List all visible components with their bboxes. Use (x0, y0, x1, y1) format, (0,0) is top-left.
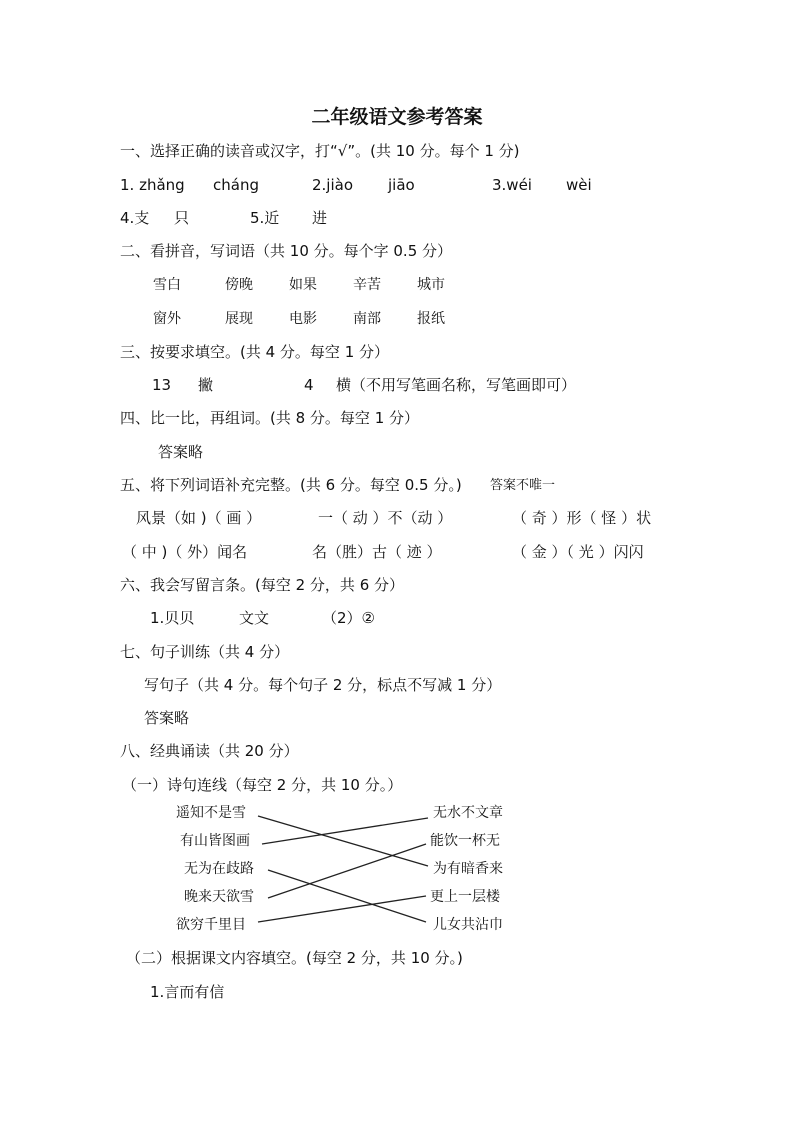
connector-line (258, 896, 426, 922)
poem-right-line: 更上一层楼 (430, 889, 500, 905)
s3-answer-1: 13 (152, 376, 172, 394)
s1-answer-3b: wèi (566, 176, 592, 194)
poem-right-line: 能饮一杯无 (430, 833, 500, 849)
s6-answer-1: 1.贝贝 (150, 609, 195, 627)
section-5-heading: 五、将下列词语补充完整。(共 6 分。每空 0.5 分。) (120, 476, 462, 494)
s2-word: 展现 (225, 311, 253, 327)
section-8-heading: 八、经典诵读（共 20 分） (120, 742, 299, 760)
s5-idiom: （ 奇 ）形（ 怪 ）状 (512, 509, 652, 527)
section-7-heading: 七、句子训练（共 4 分） (120, 643, 290, 661)
s1-answer-5b: 进 (312, 209, 328, 227)
s2-word: 辛苦 (353, 277, 381, 293)
poem-left-line: 欲穷千里目 (176, 917, 246, 933)
s3-answer-3: 4 (304, 376, 314, 394)
s5-idiom: 风景（如 )（ 画 ） (136, 509, 262, 527)
s7-instruction: 写句子（共 4 分。每个句子 2 分，标点不写减 1 分） (144, 676, 502, 694)
s4-answer: 答案略 (158, 443, 204, 461)
s1-answer-4a: 4.支 (120, 209, 150, 227)
poem-right-line: 为有暗香来 (433, 861, 503, 877)
s6-answer-3: （2）② (322, 609, 375, 627)
section-3-heading: 三、按要求填空。(共 4 分。每空 1 分） (120, 343, 390, 361)
s1-answer-4b: 只 (174, 209, 190, 227)
s2-word: 南部 (353, 311, 381, 327)
s1-answer-5a: 5.近 (250, 209, 280, 227)
s8-sub1-heading: （一）诗句连线（每空 2 分，共 10 分。） (122, 776, 403, 794)
poem-right-line: 儿女共沾巾 (433, 917, 503, 933)
poem-left-line: 有山皆图画 (180, 833, 250, 849)
poem-right-line: 无水不文章 (433, 805, 503, 821)
s3-answer-2: 撇 (198, 376, 214, 394)
s1-answer-3a: 3.wéi (492, 176, 532, 194)
section-1-heading: 一、选择正确的读音或汉字，打“√”。(共 10 分。每个 1 分) (120, 142, 520, 160)
s6-answer-2: 文文 (239, 609, 270, 627)
s5-idiom: （ 金 ）（ 光 ）闪闪 (512, 543, 644, 561)
poem-left-line: 晚来天欲雪 (184, 889, 254, 905)
s2-word: 电影 (289, 311, 317, 327)
s1-answer-2b: jiāo (388, 176, 415, 194)
s8-sub2-heading: （二）根据课文内容填空。(每空 2 分，共 10 分。) (126, 949, 463, 967)
s5-idiom: （ 中 )（ 外）闻名 (122, 543, 248, 561)
s2-word: 窗外 (153, 311, 181, 327)
section-6-heading: 六、我会写留言条。(每空 2 分，共 6 分） (120, 576, 405, 594)
s2-word: 报纸 (417, 311, 445, 327)
s1-answer-1b: cháng (213, 176, 259, 194)
connector-line (268, 844, 426, 898)
s2-word: 雪白 (153, 277, 181, 293)
section-4-heading: 四、比一比，再组词。(共 8 分。每空 1 分） (120, 409, 420, 427)
s1-answer-1a: 1. zhǎng (120, 176, 185, 194)
section-2-heading: 二、看拼音，写词语（共 10 分。每个字 0.5 分） (120, 242, 453, 260)
s5-idiom: 名（胜）古（ 迹 ） (312, 543, 442, 561)
s5-idiom: 一（ 动 ）不（动 ） (318, 509, 453, 527)
s8-sub2-answer-1: 1.言而有信 (150, 983, 225, 1001)
connector-line (268, 870, 426, 922)
s2-word: 如果 (289, 277, 317, 293)
s1-answer-2a: 2.jiào (312, 176, 354, 194)
poem-left-line: 遥知不是雪 (176, 805, 246, 821)
connector-line (262, 818, 428, 844)
s2-word: 傍晚 (225, 277, 253, 293)
s3-answer-4: 横（不用写笔画名称，写笔画即可） (336, 376, 577, 394)
page-title: 二年级语文参考答案 (311, 106, 483, 128)
s2-word: 城市 (417, 277, 445, 293)
poem-left-line: 无为在歧路 (184, 861, 254, 877)
s7-answer: 答案略 (144, 709, 190, 727)
s5-note: 答案不唯一 (490, 478, 556, 493)
